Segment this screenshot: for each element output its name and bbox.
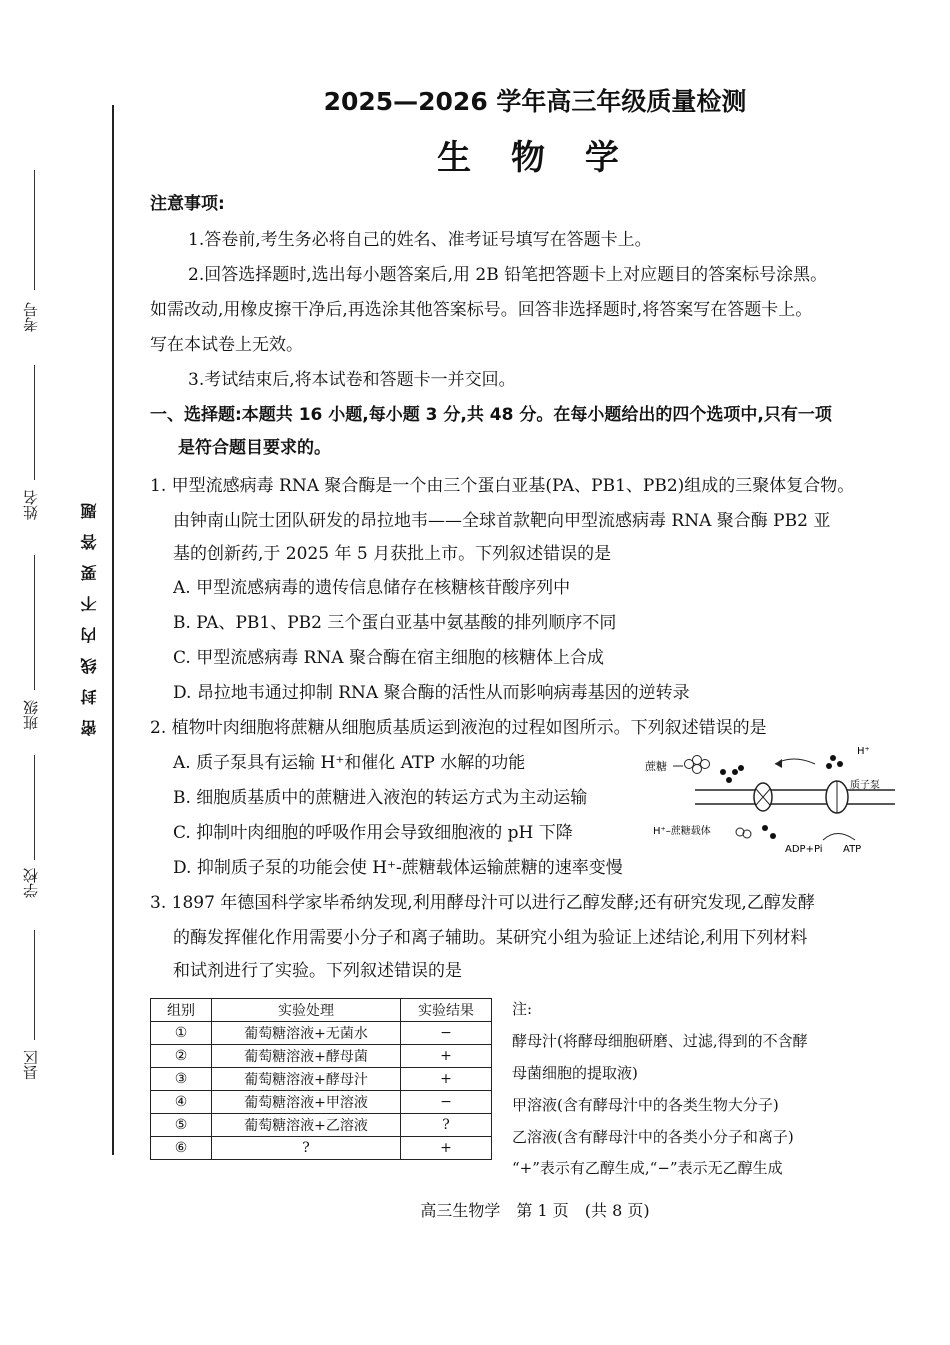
q1-stem: 基的创新药,于 2025 年 5 月获批上市。下列叙述错误的是	[173, 544, 612, 564]
table-row	[151, 1091, 492, 1114]
sucrose-molecules	[685, 756, 710, 774]
table-cell: ①	[151, 1022, 212, 1045]
notice-item: 3.考试结束后,将本试卷和答题卡一并交回。	[188, 370, 516, 390]
exam-no-line	[34, 170, 35, 290]
notice-item: 2.回答选择题时,选出每小题答案后,用 2B 铅笔把答题卡上对应题目的答案标号涂黑。	[188, 265, 828, 285]
pump-label: 质子泵	[850, 780, 880, 791]
q3-stem: 和试剂进行了实验。下列叙述错误的是	[173, 961, 462, 981]
exam-title: 2025—2026 学年高三年级质量检测	[323, 87, 747, 116]
county-line	[34, 930, 35, 1040]
name-label: 姓名	[22, 490, 40, 520]
table-cell: 葡萄糖溶液+乙溶液	[212, 1114, 401, 1137]
q3-note: 乙溶液(含有酵母汁中的各类小分子和离子)	[512, 1128, 794, 1146]
table-cell: ⑥	[151, 1137, 212, 1160]
q3-stem: 3. 1897 年德国科学家毕希纳发现,利用酵母汁可以进行乙醇发酵;还有研究发现,乙醇发酵	[150, 893, 815, 913]
notice-heading: 注意事项:	[150, 194, 225, 214]
subject-title: 生 物 学	[437, 138, 633, 178]
q1-option-d: D. 昂拉地韦通过抑制 RNA 聚合酶的活性从而影响病毒基因的逆转录	[173, 683, 690, 703]
q2-option-d: D. 抑制质子泵的功能会使 H⁺-蔗糖载体运输蔗糖的速率变慢	[173, 858, 623, 878]
table-cell: ④	[151, 1091, 212, 1114]
table-cell: +	[401, 1045, 492, 1068]
school-label: 学校	[22, 868, 40, 898]
table-cell: 葡萄糖溶液+无菌水	[212, 1022, 401, 1045]
atp-label: ATP	[843, 844, 862, 855]
q3-note: 甲溶液(含有酵母汁中的各类生物大分子)	[512, 1096, 779, 1114]
table-cell: +	[401, 1068, 492, 1091]
table-cell: −	[401, 1022, 492, 1045]
carrier-label: H⁺–蔗糖载体	[653, 826, 711, 837]
table-row	[151, 1114, 492, 1137]
notice-item: 写在本试卷上无效。	[150, 335, 303, 355]
table-row	[151, 1137, 492, 1160]
table-header: 组别	[151, 999, 212, 1022]
q2-option-c: C. 抑制叶肉细胞的呼吸作用会导致细胞液的 pH 下降	[173, 823, 573, 843]
proton-dots	[720, 755, 843, 783]
name-line	[34, 365, 35, 480]
q1-option-c: C. 甲型流感病毒 RNA 聚合酶在宿主细胞的核糖体上合成	[173, 648, 604, 668]
class-line	[34, 555, 35, 690]
h-plus-label: H⁺	[857, 746, 870, 757]
adp-label: ADP+Pi	[785, 844, 823, 855]
table-header-row	[151, 999, 492, 1022]
table-cell: −	[401, 1091, 492, 1114]
experiment-table	[150, 998, 492, 1160]
q1-option-b: B. PA、PB1、PB2 三个蛋白亚基中氨基酸的排列顺序不同	[173, 613, 617, 633]
q1-stem: 由钟南山院士团队研发的昂拉地韦——全球首款靶向甲型流感病毒 RNA 聚合酶 PB2 亚	[173, 511, 831, 531]
q3-note: 母菌细胞的提取液)	[512, 1064, 638, 1082]
table-cell: 葡萄糖溶液+酵母菌	[212, 1045, 401, 1068]
q3-note: “+”表示有乙醇生成,“−”表示无乙醇生成	[512, 1159, 783, 1177]
section-heading: 一、选择题:本题共 16 小题,每小题 3 分,共 48 分。在每小题给出的四个选项中,只有一项	[150, 405, 832, 425]
sucrose-inside	[736, 825, 776, 839]
table-cell: ③	[151, 1068, 212, 1091]
margin-rule	[112, 105, 114, 1155]
notice-item: 如需改动,用橡皮擦干净后,再选涂其他答案标号。回答非选择题时,将答案写在答题卡上。	[150, 300, 813, 320]
q3-note: 注:	[512, 1000, 533, 1018]
seal-line-notice: 密封线内不要答题	[80, 488, 99, 736]
school-line	[34, 755, 35, 860]
table-cell: +	[401, 1137, 492, 1160]
table-cell: ⑤	[151, 1114, 212, 1137]
q3-stem: 的酶发挥催化作用需要小分子和离子辅助。某研究小组为验证上述结论,利用下列材料	[173, 928, 808, 948]
q2-option-b: B. 细胞质基质中的蔗糖进入液泡的转运方式为主动运输	[173, 788, 588, 808]
table-row	[151, 1022, 492, 1045]
q3-note: 酵母汁(将酵母细胞研磨、过滤,得到的不含酵	[512, 1032, 808, 1050]
q2-option-a: A. 质子泵具有运输 H⁺和催化 ATP 水解的功能	[173, 753, 526, 773]
q1-option-a: A. 甲型流感病毒的遗传信息储存在核糖核苷酸序列中	[173, 578, 571, 598]
q2-stem: 2. 植物叶肉细胞将蔗糖从细胞质基质运到液泡的过程如图所示。下列叙述错误的是	[150, 718, 767, 738]
table-cell: ?	[401, 1114, 492, 1137]
table-cell: ?	[212, 1137, 401, 1160]
exam-no-label: 考号	[22, 302, 40, 332]
sucrose-label: 蔗糖	[645, 760, 667, 773]
atp-arrow	[823, 834, 855, 841]
notice-item: 1.答卷前,考生务必将自己的姓名、准考证号填写在答题卡上。	[188, 230, 652, 250]
table-header: 实验结果	[401, 999, 492, 1022]
sucrose-transport-diagram	[645, 742, 895, 860]
table-cell: 葡萄糖溶液+酵母汁	[212, 1068, 401, 1091]
table-cell: 葡萄糖溶液+甲溶液	[212, 1091, 401, 1114]
page-footer: 高三生物学 第 1 页 (共 8 页)	[420, 1201, 650, 1220]
table-header: 实验处理	[212, 999, 401, 1022]
section-heading-cont: 是符合题目要求的。	[178, 438, 331, 458]
arrow-head	[775, 759, 782, 768]
class-label: 班级	[22, 700, 40, 730]
county-label: 县区	[22, 1050, 40, 1080]
table-cell: ②	[151, 1045, 212, 1068]
table-row	[151, 1045, 492, 1068]
table-row	[151, 1068, 492, 1091]
q1-stem: 1. 甲型流感病毒 RNA 聚合酶是一个由三个蛋白亚基(PA、PB1、PB2)组成的三聚体复合物。	[150, 476, 855, 496]
